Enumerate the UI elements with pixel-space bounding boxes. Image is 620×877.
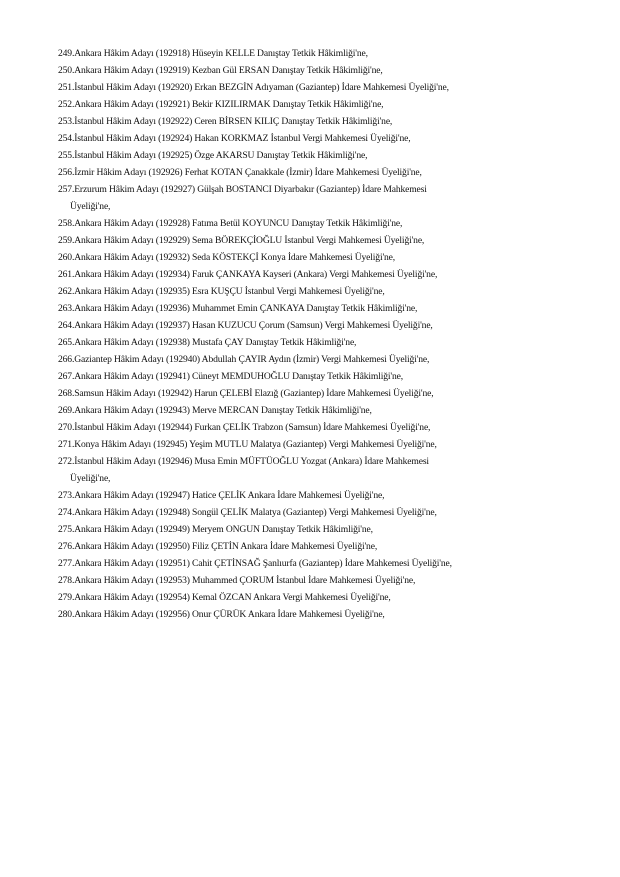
list-item-text: 263.Ankara Hâkim Adayı (192936) Muhammet Emin ÇANKAYA Danıştay Tetkik Hâkimliği'ne, bbox=[58, 303, 418, 314]
list-item bbox=[58, 300, 603, 317]
appointment-list bbox=[58, 45, 603, 623]
list-item-text: 271.Konya Hâkim Adayı (192945) Yeşim MUTLU Malatya (Gaziantep) Vergi Mahkemesi Üyeliği'ne, bbox=[58, 439, 437, 450]
list-item-text: 270.İstanbul Hâkim Adayı (192944) Furkan ÇELİK Trabzon (Samsun) İdare Mahkemesi Üyeliği'ne, bbox=[58, 422, 431, 433]
list-item bbox=[58, 45, 603, 62]
list-item-text: 278.Ankara Hâkim Adayı (192953) Muhammed ÇORUM İstanbul İdare Mahkemesi Üyeliği'ne, bbox=[58, 575, 416, 586]
list-item bbox=[58, 368, 603, 385]
list-item bbox=[58, 215, 603, 232]
list-item-text: 272.İstanbul Hâkim Adayı (192946) Musa Emin MÜFTÜOĞLU Yozgat (Ankara) İdare Mahkemesi bbox=[58, 456, 429, 467]
list-item bbox=[58, 521, 603, 538]
list-item bbox=[58, 538, 603, 555]
list-item-text: 266.Gaziantep Hâkim Adayı (192940) Abdullah ÇAYIR Aydın (İzmir) Vergi Mahkemesi Üyeliği'ne, bbox=[58, 354, 430, 365]
list-item bbox=[58, 164, 603, 181]
list-item bbox=[58, 453, 603, 487]
list-item-text: 258.Ankara Hâkim Adayı (192928) Fatıma Betül KOYUNCU Danıştay Tetkik Hâkimliği'ne, bbox=[58, 218, 403, 229]
list-item bbox=[58, 147, 603, 164]
list-item-text: 260.Ankara Hâkim Adayı (192932) Seda KÖSTEKÇİ Konya İdare Mahkemesi Üyeliği'ne, bbox=[58, 252, 396, 263]
list-item-continuation: Üyeliği'ne, bbox=[70, 201, 111, 212]
list-item-text: 280.Ankara Hâkim Adayı (192956) Onur ÇÜRÜK Ankara İdare Mahkemesi Üyeliği'ne, bbox=[58, 609, 385, 620]
list-item bbox=[58, 283, 603, 300]
list-item bbox=[58, 113, 603, 130]
list-item bbox=[58, 589, 603, 606]
list-item-text: 262.Ankara Hâkim Adayı (192935) Esra KUŞÇU İstanbul Vergi Mahkemesi Üyeliği'ne, bbox=[58, 286, 385, 297]
list-item-text: 279.Ankara Hâkim Adayı (192954) Kemal ÖZCAN Ankara Vergi Mahkemesi Üyeliği'ne, bbox=[58, 592, 391, 603]
list-item bbox=[58, 504, 603, 521]
list-item-text: 277.Ankara Hâkim Adayı (192951) Cahit ÇETİNSAĞ Şanlıurfa (Gaziantep) İdare Mahkemesi Üyeliği'ne, bbox=[58, 558, 452, 569]
list-item-text: 250.Ankara Hâkim Adayı (192919) Kezban Gül ERSAN Danıştay Tetkik Hâkimliği'ne, bbox=[58, 65, 383, 76]
list-item bbox=[58, 317, 603, 334]
list-item bbox=[58, 130, 603, 147]
list-item-text: 251.İstanbul Hâkim Adayı (192920) Erkan BEZGİN Adıyaman (Gaziantep) İdare Mahkemesi Üyeliği'ne, bbox=[58, 82, 449, 93]
list-item-text: 255.İstanbul Hâkim Adayı (192925) Özge AKARSU Danıştay Tetkik Hâkimliği'ne, bbox=[58, 150, 368, 161]
list-item-text: 269.Ankara Hâkim Adayı (192943) Merve MERCAN Danıştay Tetkik Hâkimliği'ne, bbox=[58, 405, 372, 416]
list-item-text: 261.Ankara Hâkim Adayı (192934) Faruk ÇANKAYA Kayseri (Ankara) Vergi Mahkemesi Üyeliği'ne, bbox=[58, 269, 438, 280]
list-item-text: 254.İstanbul Hâkim Adayı (192924) Hakan KORKMAZ İstanbul Vergi Mahkemesi Üyeliği'ne, bbox=[58, 133, 411, 144]
list-item-text: 267.Ankara Hâkim Adayı (192941) Cüneyt MEMDUHOĞLU Danıştay Tetkik Hâkimliği'ne, bbox=[58, 371, 404, 382]
list-item bbox=[58, 62, 603, 79]
list-item bbox=[58, 232, 603, 249]
list-item bbox=[58, 96, 603, 113]
list-item-continuation: Üyeliği'ne, bbox=[70, 473, 111, 484]
list-item-text: 264.Ankara Hâkim Adayı (192937) Hasan KUZUCU Çorum (Samsun) Vergi Mahkemesi Üyeliği'ne, bbox=[58, 320, 433, 331]
list-item bbox=[58, 436, 603, 453]
list-item bbox=[58, 351, 603, 368]
list-item-text: 259.Ankara Hâkim Adayı (192929) Sema BÖREKÇİOĞLU İstanbul Vergi Mahkemesi Üyeliği'ne, bbox=[58, 235, 425, 246]
list-item-text: 256.İzmir Hâkim Adayı (192926) Ferhat KOTAN Çanakkale (İzmir) İdare Mahkemesi Üyeliği'ne, bbox=[58, 167, 422, 178]
list-item-text: 268.Samsun Hâkim Adayı (192942) Harun ÇELEBİ Elazığ (Gaziantep) İdare Mahkemesi Üyeliği'ne, bbox=[58, 388, 434, 399]
list-item bbox=[58, 419, 603, 436]
list-item bbox=[58, 385, 603, 402]
list-item-text: 253.İstanbul Hâkim Adayı (192922) Ceren BİRSEN KILIÇ Danıştay Tetkik Hâkimliği'ne, bbox=[58, 116, 393, 127]
list-item bbox=[58, 402, 603, 419]
list-item-text: 274.Ankara Hâkim Adayı (192948) Songül ÇELİK Malatya (Gaziantep) Vergi Mahkemesi Üyeliği'ne, bbox=[58, 507, 437, 518]
list-item-text: 252.Ankara Hâkim Adayı (192921) Bekir KIZILIRMAK Danıştay Tetkik Hâkimliği'ne, bbox=[58, 99, 384, 110]
list-item-text: 276.Ankara Hâkim Adayı (192950) Filiz ÇETİN Ankara İdare Mahkemesi Üyeliği'ne, bbox=[58, 541, 378, 552]
list-item-text: 273.Ankara Hâkim Adayı (192947) Hatice ÇELİK Ankara İdare Mahkemesi Üyeliği'ne, bbox=[58, 490, 385, 501]
list-item-text: 249.Ankara Hâkim Adayı (192918) Hüseyin KELLE Danıştay Tetkik Hâkimliği'ne, bbox=[58, 48, 368, 59]
list-item-text: 257.Erzurum Hâkim Adayı (192927) Gülşah BOSTANCI Diyarbakır (Gaziantep) İdare Mahkemesi bbox=[58, 184, 427, 195]
list-item bbox=[58, 266, 603, 283]
list-item bbox=[58, 555, 603, 572]
list-item bbox=[58, 606, 603, 623]
list-item bbox=[58, 79, 603, 96]
list-item-text: 275.Ankara Hâkim Adayı (192949) Meryem ONGUN Danıştay Tetkik Hâkimliği'ne, bbox=[58, 524, 373, 535]
list-item bbox=[58, 249, 603, 266]
list-item bbox=[58, 334, 603, 351]
list-item bbox=[58, 572, 603, 589]
list-item bbox=[58, 487, 603, 504]
list-item-text: 265.Ankara Hâkim Adayı (192938) Mustafa ÇAY Danıştay Tetkik Hâkimliği'ne, bbox=[58, 337, 357, 348]
list-item bbox=[58, 181, 603, 215]
